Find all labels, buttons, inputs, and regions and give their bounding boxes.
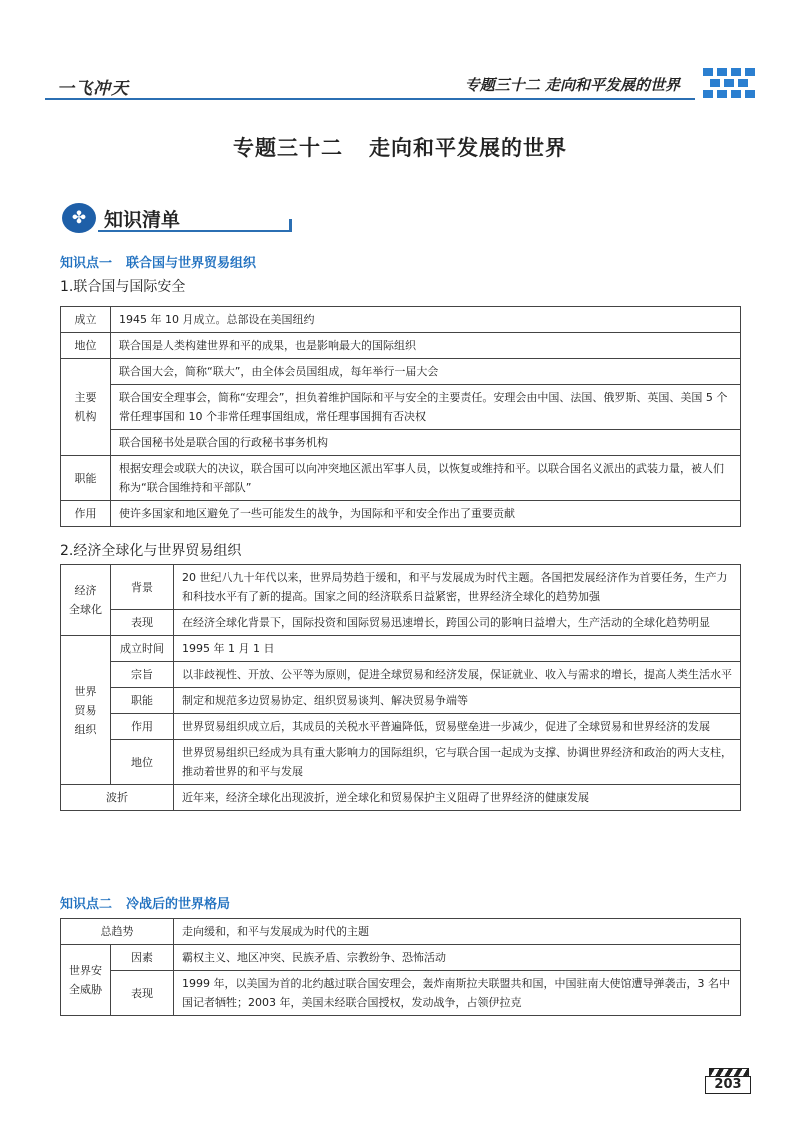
table-cell-label: 职能 bbox=[111, 688, 174, 714]
knowledge-point-1 bbox=[60, 252, 256, 271]
table-row bbox=[61, 785, 741, 811]
table-row bbox=[61, 636, 741, 662]
label-line: 全威胁 bbox=[69, 983, 102, 996]
world-pattern-table bbox=[60, 918, 741, 1016]
table-cell-label: 表现 bbox=[111, 971, 174, 1016]
table-cell-label: 总趋势 bbox=[61, 919, 174, 945]
table-row bbox=[61, 688, 741, 714]
page-title bbox=[0, 132, 800, 162]
table-cell-label bbox=[61, 565, 111, 636]
label-line: 全球化 bbox=[69, 603, 102, 616]
table-cell-label: 背景 bbox=[111, 565, 174, 610]
page-number-badge bbox=[705, 1068, 751, 1094]
table-cell: 制定和规范多边贸易协定、组织贸易谈判、解决贸易争端等 bbox=[174, 688, 741, 714]
table-cell-label: 成立 bbox=[61, 307, 111, 333]
page-header bbox=[45, 62, 755, 100]
banner-rule bbox=[98, 230, 292, 232]
table-cell: 在经济全球化背景下，国际投资和国际贸易迅速增长，跨国公司的影响日益增大，生产活动的全球化趋势明显 bbox=[174, 610, 741, 636]
table-cell: 联合国大会，简称“联大”，由全体会员国组成，每年举行一届大会 bbox=[111, 359, 741, 385]
table-cell: 世界贸易组织已经成为具有重大影响力的国际组织，它与联合国一起成为支撑、协调世界经济和政治的两大支柱，推动着世界的和平与发展 bbox=[174, 740, 741, 785]
table-cell: 联合国安全理事会，简称“安理会”，担负着维护国际和平与安全的主要责任。安理会由中国、法国、俄罗斯、英国、美国 5 个常任理事国和 10 个非常任理事国组成，常任理事国拥有否决权 bbox=[111, 385, 741, 430]
table-row bbox=[61, 971, 741, 1016]
table-cell-label bbox=[61, 945, 111, 1016]
table-cell-label: 因素 bbox=[111, 945, 174, 971]
table-cell-label: 职能 bbox=[61, 456, 111, 501]
table-cell: 近年来，经济全球化出现波折，逆全球化和贸易保护主义阻碍了世界经济的健康发展 bbox=[174, 785, 741, 811]
label-line: 经济 bbox=[74, 584, 97, 597]
banner-text: 知识清单 bbox=[104, 209, 181, 231]
table-cell-label bbox=[61, 636, 111, 785]
header-blocks-decoration bbox=[703, 68, 755, 98]
table-cell: 世界贸易组织成立后，其成员的关税水平普遍降低，贸易壁垒进一步减少，促进了全球贸易和世界经济的发展 bbox=[174, 714, 741, 740]
table-cell: 1945 年 10 月成立。总部设在美国纽约 bbox=[111, 307, 741, 333]
table-cell: 走向缓和，和平与发展成为时代的主题 bbox=[174, 919, 741, 945]
label-line: 世界 bbox=[74, 684, 97, 698]
table-row bbox=[61, 430, 741, 456]
knowledge-point-2 bbox=[60, 893, 230, 912]
section-1-title: 1.联合国与国际安全 bbox=[60, 279, 186, 295]
table-cell: 使许多国家和地区避免了一些可能发生的战争，为国际和平和安全作出了重要贡献 bbox=[111, 501, 741, 527]
table-cell-label: 地位 bbox=[111, 740, 174, 785]
label-line: 机构 bbox=[74, 410, 97, 423]
table-cell-label: 宗旨 bbox=[111, 662, 174, 688]
kp2-label: 知识点二 bbox=[60, 897, 113, 912]
label-line: 世界安 bbox=[69, 964, 102, 977]
table-cell-label: 成立时间 bbox=[111, 636, 174, 662]
table-cell-label: 作用 bbox=[61, 501, 111, 527]
table-cell-label bbox=[61, 359, 111, 456]
table-cell: 20 世纪八九十年代以来，世界局势趋于缓和，和平与发展成为时代主题。各国把发展经济作为首要任务，生产力和科技水平有了新的提高。国家之间的经济联系日益紧密，世界经济全球化的趋势加强 bbox=[174, 565, 741, 610]
label-line: 贸易 bbox=[74, 703, 97, 717]
wto-table bbox=[60, 564, 741, 811]
table-cell-label: 波折 bbox=[61, 785, 174, 811]
table-row bbox=[61, 945, 741, 971]
table-cell: 霸权主义、地区冲突、民族矛盾、宗教纷争、恐怖活动 bbox=[174, 945, 741, 971]
table-row bbox=[61, 501, 741, 527]
kp1-label: 知识点一 bbox=[60, 256, 113, 271]
page-number: 203 bbox=[705, 1076, 751, 1094]
table-row bbox=[61, 740, 741, 785]
table-cell: 1999 年，以美国为首的北约越过联合国安理会，轰炸南斯拉夫联盟共和国，中国驻南大使馆遭导弹袭击，3 名中国记者牺牲；2003 年，美国未经联合国授权，发动战争，占领伊拉克 bbox=[174, 971, 741, 1016]
table-row bbox=[61, 565, 741, 610]
table-cell-label: 地位 bbox=[61, 333, 111, 359]
table-row bbox=[61, 714, 741, 740]
label-line: 组织 bbox=[74, 722, 97, 736]
banner-rule-end bbox=[289, 219, 292, 232]
label-line: 主要 bbox=[74, 391, 97, 404]
kp2-title: 冷战后的世界格局 bbox=[126, 897, 231, 912]
table-row bbox=[61, 919, 741, 945]
table-cell-label: 作用 bbox=[111, 714, 174, 740]
table-cell: 以非歧视性、开放、公平等为原则，促进全球贸易和经济发展，保证就业、收入与需求的增长，提高人类生活水平 bbox=[174, 662, 741, 688]
table-row bbox=[61, 456, 741, 501]
knowledge-list-banner bbox=[62, 203, 292, 233]
section-2-title: 2.经济全球化与世界贸易组织 bbox=[60, 543, 242, 559]
table-row bbox=[61, 359, 741, 385]
table-cell: 1995 年 1 月 1 日 bbox=[174, 636, 741, 662]
book-logo: 一飞冲天 bbox=[57, 79, 129, 99]
table-row bbox=[61, 333, 741, 359]
page-title-part2: 走向和平发展的世界 bbox=[369, 136, 567, 160]
table-row bbox=[61, 307, 741, 333]
page-title-part1: 专题三十二 bbox=[233, 136, 343, 160]
kp1-title: 联合国与世界贸易组织 bbox=[126, 256, 257, 271]
puzzle-icon: ✤ bbox=[62, 203, 96, 233]
un-table bbox=[60, 306, 741, 527]
table-row bbox=[61, 610, 741, 636]
table-cell-label: 表现 bbox=[111, 610, 174, 636]
header-rule bbox=[45, 98, 695, 100]
table-row bbox=[61, 385, 741, 430]
table-cell: 联合国是人类构建世界和平的成果，也是影响最大的国际组织 bbox=[111, 333, 741, 359]
table-cell: 联合国秘书处是联合国的行政秘书事务机构 bbox=[111, 430, 741, 456]
table-row bbox=[61, 662, 741, 688]
header-title: 专题三十二 走向和平发展的世界 bbox=[464, 76, 680, 94]
table-cell: 根据安理会或联大的决议，联合国可以向冲突地区派出军事人员，以恢复或维持和平。以联合国名义派出的武装力量，被人们称为“联合国维持和平部队” bbox=[111, 456, 741, 501]
